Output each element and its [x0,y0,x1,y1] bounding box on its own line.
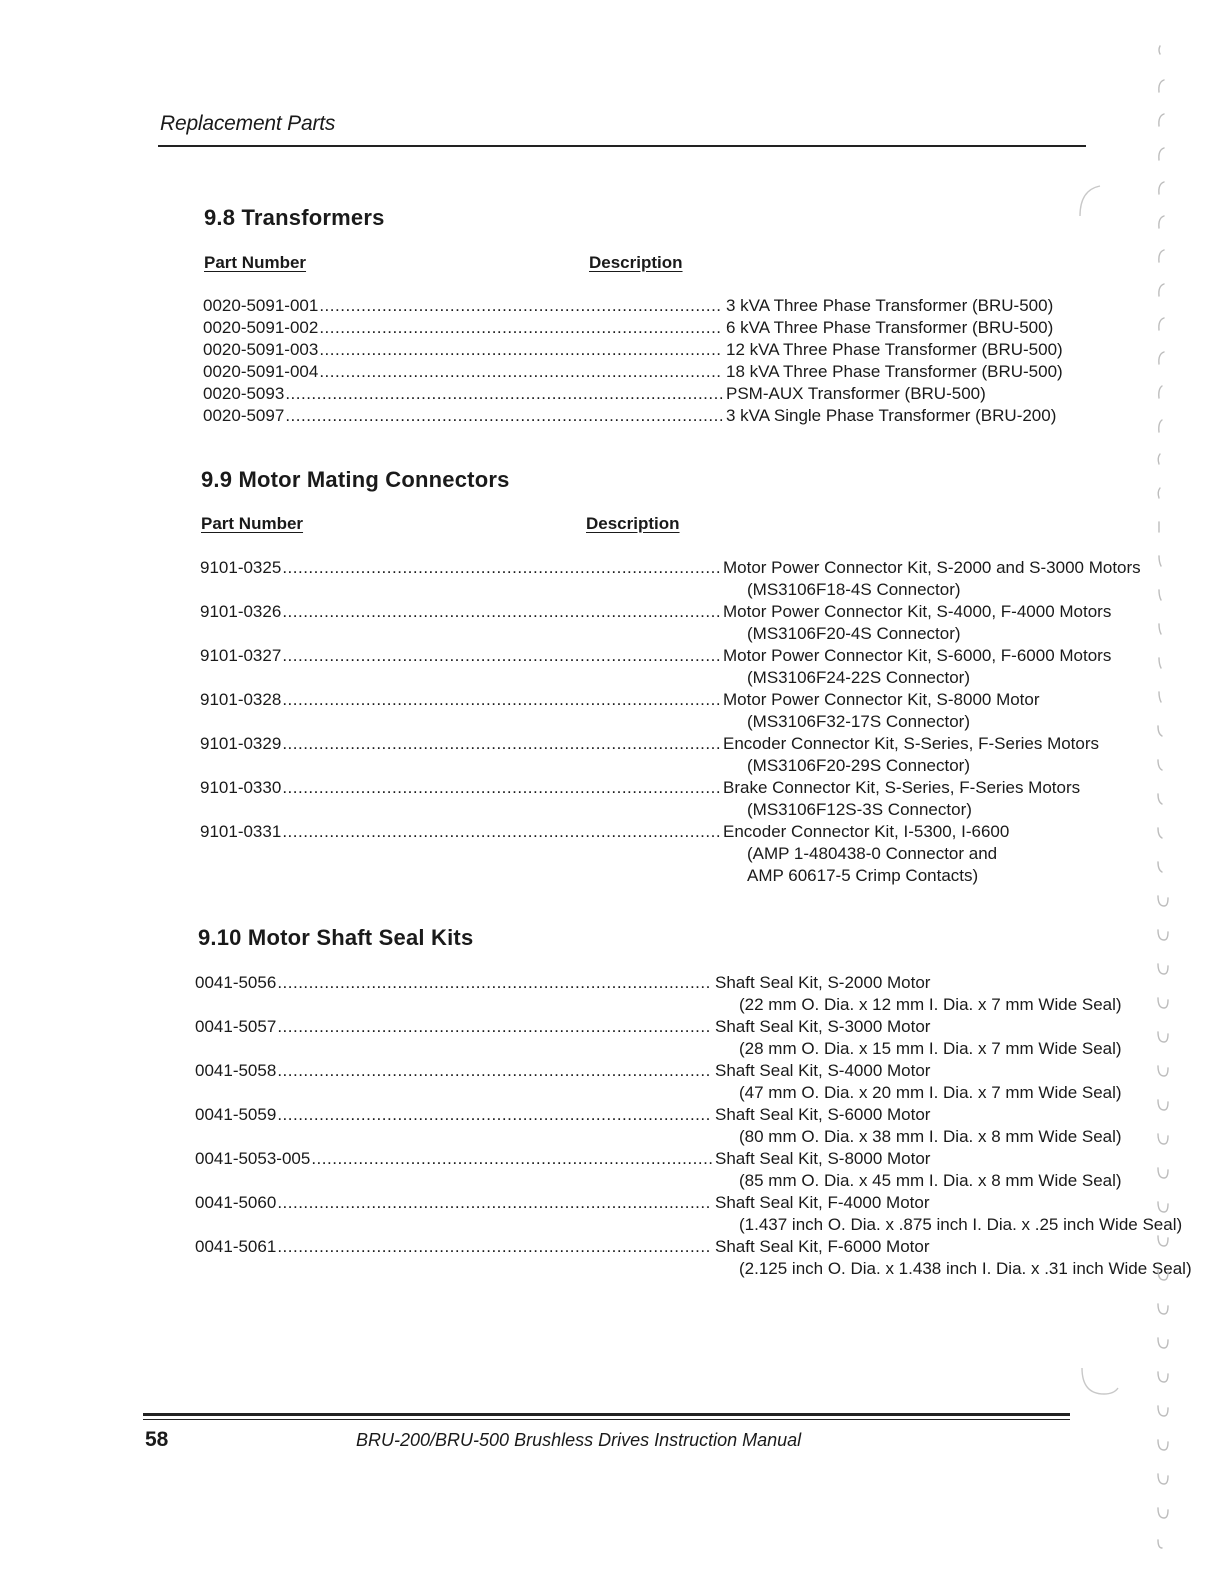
part-description: Shaft Seal Kit, S-8000 Motor [715,1149,931,1168]
part-row [203,295,1054,317]
part-row [200,557,1141,579]
part-row [195,1236,930,1258]
dot-leader [282,733,720,755]
part-description: Brake Connector Kit, S-Series, F-Series Motors [723,778,1081,797]
binder-holes-decoration [1146,40,1186,1560]
part-row [195,1016,931,1038]
dot-leader [319,317,723,339]
part-description-continued: (85 mm O. Dia. x 45 mm I. Dia. x 8 mm Wide Seal) [739,1171,1122,1190]
part-number: 0020-5091-004 [203,362,319,381]
part-number: 0020-5097 [203,406,285,425]
part-description: Motor Power Connector Kit, S-6000, F-6000 Motors [723,646,1112,665]
dot-leader [285,383,723,405]
part-number: 0020-5091-003 [203,340,319,359]
col-header-part-number: Part Number [201,514,304,533]
part-description: Motor Power Connector Kit, S-2000 and S-3000 Motors [723,558,1141,577]
dot-leader [282,777,720,799]
dot-leader [319,339,723,361]
footer-rule-thick [143,1413,1070,1416]
page-number: 58 [145,1428,169,1451]
part-description-continued: (MS3106F24-22S Connector) [747,668,971,687]
part-description-continued: (2.125 inch O. Dia. x 1.438 inch I. Dia. x .31 inch Wide Seal) [739,1259,1192,1278]
dot-leader [277,1016,712,1038]
part-row [203,361,1063,383]
part-description: Encoder Connector Kit, I-5300, I-6600 [723,822,1010,841]
dot-leader [285,405,723,427]
part-description: Shaft Seal Kit, S-4000 Motor [715,1061,931,1080]
binder-curl-decoration [1070,180,1110,240]
part-description-continued: (MS3106F32-17S Connector) [747,712,971,731]
part-description: Motor Power Connector Kit, S-8000 Motor [723,690,1040,709]
part-description-continued: (1.437 inch O. Dia. x .875 inch I. Dia. x .25 inch Wide Seal) [739,1215,1183,1234]
part-description: 12 kVA Three Phase Transformer (BRU-500) [726,340,1063,359]
header-rule [158,145,1086,147]
part-row [203,383,986,405]
part-description-continued: (MS3106F20-4S Connector) [747,624,961,643]
part-description-continued: (28 mm O. Dia. x 15 mm I. Dia. x 7 mm Wide Seal) [739,1039,1122,1058]
part-number: 0020-5091-001 [203,296,319,315]
dot-leader [282,601,720,623]
part-number: 9101-0329 [200,734,282,753]
part-description: Shaft Seal Kit, S-2000 Motor [715,973,931,992]
part-row [195,972,931,994]
part-number: 0041-5060 [195,1193,277,1212]
part-row [203,317,1054,339]
part-number: 9101-0327 [200,646,282,665]
part-number: 0041-5059 [195,1105,277,1124]
dot-leader [319,295,723,317]
part-description-continued: (MS3106F20-29S Connector) [747,756,971,775]
part-description: Shaft Seal Kit, S-3000 Motor [715,1017,931,1036]
part-description: Motor Power Connector Kit, S-4000, F-4000 Motors [723,602,1112,621]
part-row [200,689,1040,711]
part-number: 9101-0325 [200,558,282,577]
col-header-part-number: Part Number [204,253,307,272]
part-row [203,339,1063,361]
part-row [200,601,1112,623]
parts-list-seals [195,972,1192,1280]
section-title-connectors: 9.9 Motor Mating Connectors [201,467,510,492]
part-description: 3 kVA Single Phase Transformer (BRU-200) [726,406,1057,425]
part-number: 9101-0331 [200,822,282,841]
part-number: 0041-5056 [195,973,277,992]
part-row [195,1192,930,1214]
part-row [203,405,1057,427]
dot-leader [282,557,720,579]
part-number: 0020-5091-002 [203,318,319,337]
running-head: Replacement Parts [160,112,336,135]
dot-leader [277,1060,712,1082]
part-description: Encoder Connector Kit, S-Series, F-Series Motors [723,734,1100,753]
part-description-continued: (MS3106F18-4S Connector) [747,580,961,599]
dot-leader [311,1148,712,1170]
dot-leader [282,821,720,843]
part-number: 9101-0328 [200,690,282,709]
parts-list-transformers [203,295,1063,427]
part-row [200,777,1081,799]
part-description: 18 kVA Three Phase Transformer (BRU-500) [726,362,1063,381]
parts-list-connectors [200,557,1141,887]
part-row [195,1104,931,1126]
part-number: 0041-5061 [195,1237,277,1256]
dot-leader [277,1192,712,1214]
dot-leader [282,645,720,667]
part-number: 9101-0326 [200,602,282,621]
section-title-transformers: 9.8 Transformers [204,205,385,230]
part-number: 9101-0330 [200,778,282,797]
part-row [200,821,1010,843]
footer-rule-thin [143,1419,1070,1420]
part-description: 6 kVA Three Phase Transformer (BRU-500) [726,318,1054,337]
part-number: 0020-5093 [203,384,285,403]
part-description: 3 kVA Three Phase Transformer (BRU-500) [726,296,1054,315]
part-row [195,1060,931,1082]
dot-leader [277,1236,712,1258]
dot-leader [282,689,720,711]
part-number: 0041-5053-005 [195,1149,311,1168]
part-description: Shaft Seal Kit, S-6000 Motor [715,1105,931,1124]
part-description-continued: (80 mm O. Dia. x 38 mm I. Dia. x 8 mm Wide Seal) [739,1127,1122,1146]
col-header-description: Description [586,514,680,533]
part-description-continued: (MS3106F12S-3S Connector) [747,800,972,819]
part-description-continued: (47 mm O. Dia. x 20 mm I. Dia. x 7 mm Wide Seal) [739,1083,1122,1102]
part-description: PSM-AUX Transformer (BRU-500) [726,384,986,403]
section-title-seals: 9.10 Motor Shaft Seal Kits [198,925,474,950]
dot-leader [319,361,723,383]
part-row [200,733,1100,755]
binder-curl-decoration [1070,1360,1130,1410]
part-row [200,645,1112,667]
part-row [195,1148,931,1170]
part-number: 0041-5057 [195,1017,277,1036]
part-description: Shaft Seal Kit, F-6000 Motor [715,1237,930,1256]
col-header-description: Description [589,253,683,272]
dot-leader [277,972,712,994]
part-description-continued: (AMP 1-480438-0 Connector and [747,844,998,863]
part-description-continued: (22 mm O. Dia. x 12 mm I. Dia. x 7 mm Wide Seal) [739,995,1122,1014]
part-number: 0041-5058 [195,1061,277,1080]
part-description-continued: AMP 60617-5 Crimp Contacts) [747,866,979,885]
dot-leader [277,1104,712,1126]
footer-manual-title: BRU-200/BRU-500 Brushless Drives Instruction Manual [356,1430,802,1450]
part-description: Shaft Seal Kit, F-4000 Motor [715,1193,930,1212]
